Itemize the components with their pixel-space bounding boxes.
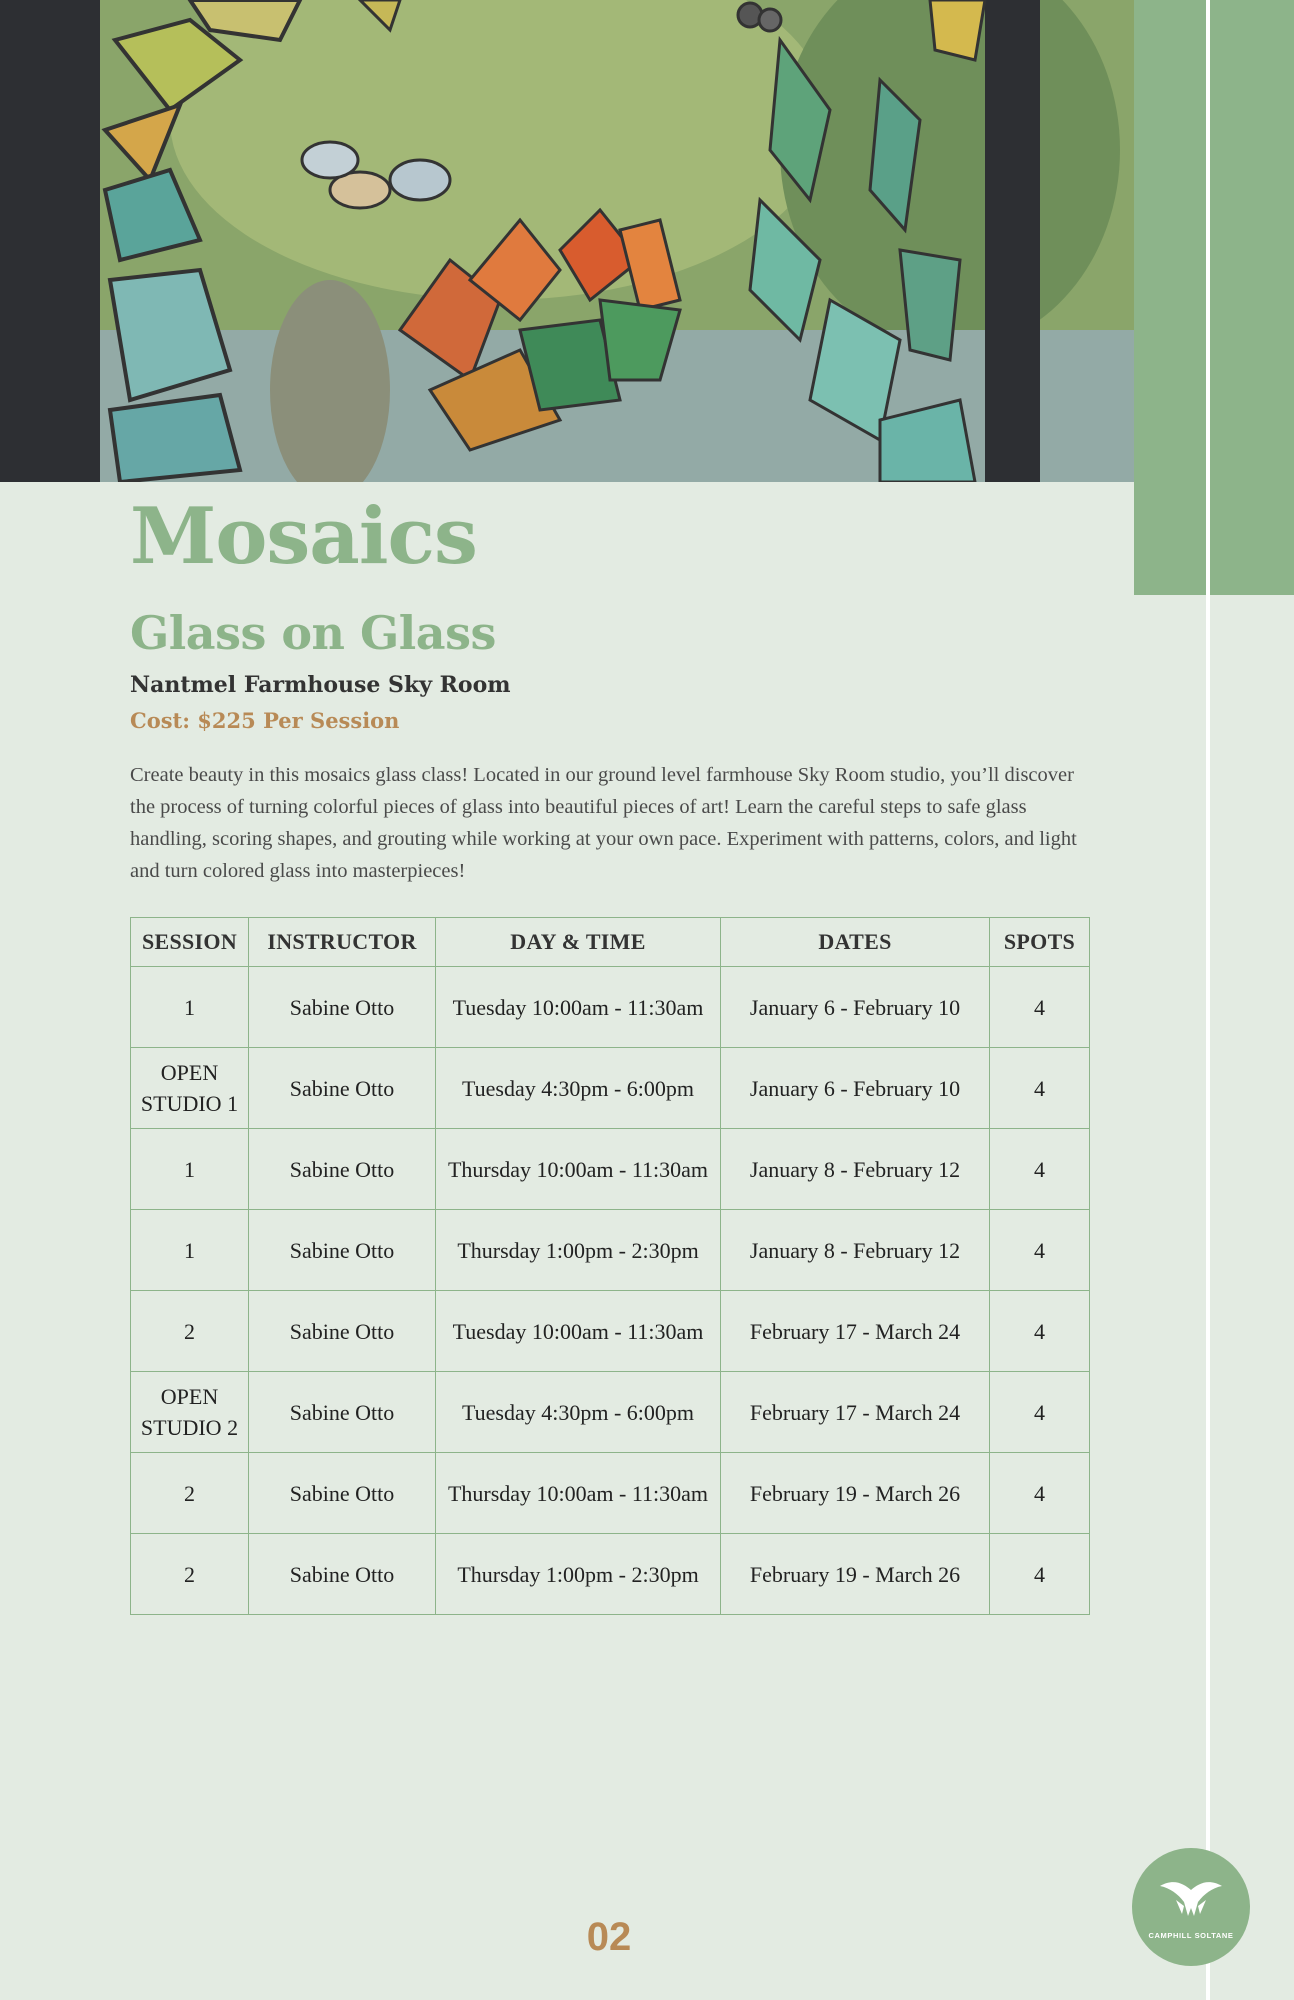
class-subtitle: Glass on Glass	[130, 605, 496, 660]
instructor-cell: Sabine Otto	[249, 1210, 436, 1291]
session-cell: OPEN STUDIO 2	[131, 1372, 249, 1453]
table-row	[131, 1129, 1090, 1210]
camphill-soltane-logo	[1132, 1848, 1250, 1966]
column-header-spots: SPOTS	[990, 918, 1090, 967]
table-row	[131, 1534, 1090, 1615]
instructor-cell: Sabine Otto	[249, 1129, 436, 1210]
day-time-cell: Tuesday 10:00am - 11:30am	[436, 1291, 721, 1372]
divider-line	[1206, 0, 1210, 2000]
dates-cell: January 8 - February 12	[721, 1129, 990, 1210]
dates-cell: February 19 - March 26	[721, 1453, 990, 1534]
instructor-cell: Sabine Otto	[249, 1048, 436, 1129]
spots-cell: 4	[990, 1048, 1090, 1129]
class-description: Create beauty in this mosaics glass class! Located in our ground level farmhouse Sky Room studio, you’ll discover the process of turning colorful pieces of glass into beautiful pieces of art! Learn the careful steps to safe glass handling, scoring shapes, and grouting while working at your own pace. Experiment with patterns, colors, and light and turn colored glass into masterpieces!	[130, 764, 1077, 883]
day-time-cell: Tuesday 4:30pm - 6:00pm	[436, 1372, 721, 1453]
table-row	[131, 1048, 1090, 1129]
spots-cell: 4	[990, 1210, 1090, 1291]
spots-cell: 4	[990, 967, 1090, 1048]
column-header-day-time: DAY & TIME	[436, 918, 721, 967]
session-cell: 1	[131, 1129, 249, 1210]
dates-cell: February 17 - March 24	[721, 1291, 990, 1372]
session-cell: 1	[131, 967, 249, 1048]
instructor-cell: Sabine Otto	[249, 967, 436, 1048]
day-time-cell: Tuesday 10:00am - 11:30am	[436, 967, 721, 1048]
bird-icon	[1132, 1848, 1250, 1966]
dates-cell: February 17 - March 24	[721, 1372, 990, 1453]
spots-cell: 4	[990, 1453, 1090, 1534]
instructor-cell: Sabine Otto	[249, 1291, 436, 1372]
spots-cell: 4	[990, 1534, 1090, 1615]
table-row	[131, 1291, 1090, 1372]
column-header-session: SESSION	[131, 918, 249, 967]
day-time-cell: Tuesday 4:30pm - 6:00pm	[436, 1048, 721, 1129]
session-cell: 1	[131, 1210, 249, 1291]
accent-band	[1134, 0, 1294, 595]
logo-text: CAMPHILL SOLTANE	[1148, 1931, 1234, 1940]
column-header-instructor: INSTRUCTOR	[249, 918, 436, 967]
dates-cell: January 8 - February 12	[721, 1210, 990, 1291]
day-time-cell: Thursday 10:00am - 11:30am	[436, 1129, 721, 1210]
session-cell: OPEN STUDIO 1	[131, 1048, 249, 1129]
schedule-table	[130, 917, 1090, 1615]
class-info	[130, 482, 1090, 887]
spots-cell: 4	[990, 1291, 1090, 1372]
table-row	[131, 1210, 1090, 1291]
table-row	[131, 1453, 1090, 1534]
table-row	[131, 967, 1090, 1048]
column-header-dates: DATES	[721, 918, 990, 967]
instructor-cell: Sabine Otto	[249, 1372, 436, 1453]
mosaic-artwork	[0, 0, 1134, 482]
session-cell: 2	[131, 1291, 249, 1372]
spots-cell: 4	[990, 1129, 1090, 1210]
day-time-cell: Thursday 10:00am - 11:30am	[436, 1453, 721, 1534]
hero-mosaic-image	[0, 0, 1134, 482]
instructor-cell: Sabine Otto	[249, 1534, 436, 1615]
session-cell: 2	[131, 1453, 249, 1534]
table-row	[131, 1372, 1090, 1453]
session-cell: 2	[131, 1534, 249, 1615]
table-header-row	[131, 918, 1090, 967]
dates-cell: January 6 - February 10	[721, 1048, 990, 1129]
instructor-cell: Sabine Otto	[249, 1453, 436, 1534]
day-time-cell: Thursday 1:00pm - 2:30pm	[436, 1210, 721, 1291]
class-location: Nantmel Farmhouse Sky Room	[130, 672, 511, 699]
page-number: 02	[586, 1915, 632, 1959]
class-cost: Cost: $225 Per Session	[130, 708, 400, 734]
dates-cell: January 6 - February 10	[721, 967, 990, 1048]
page-title: Mosaics	[130, 491, 477, 582]
day-time-cell: Thursday 1:00pm - 2:30pm	[436, 1534, 721, 1615]
spots-cell: 4	[990, 1372, 1090, 1453]
dates-cell: February 19 - March 26	[721, 1534, 990, 1615]
